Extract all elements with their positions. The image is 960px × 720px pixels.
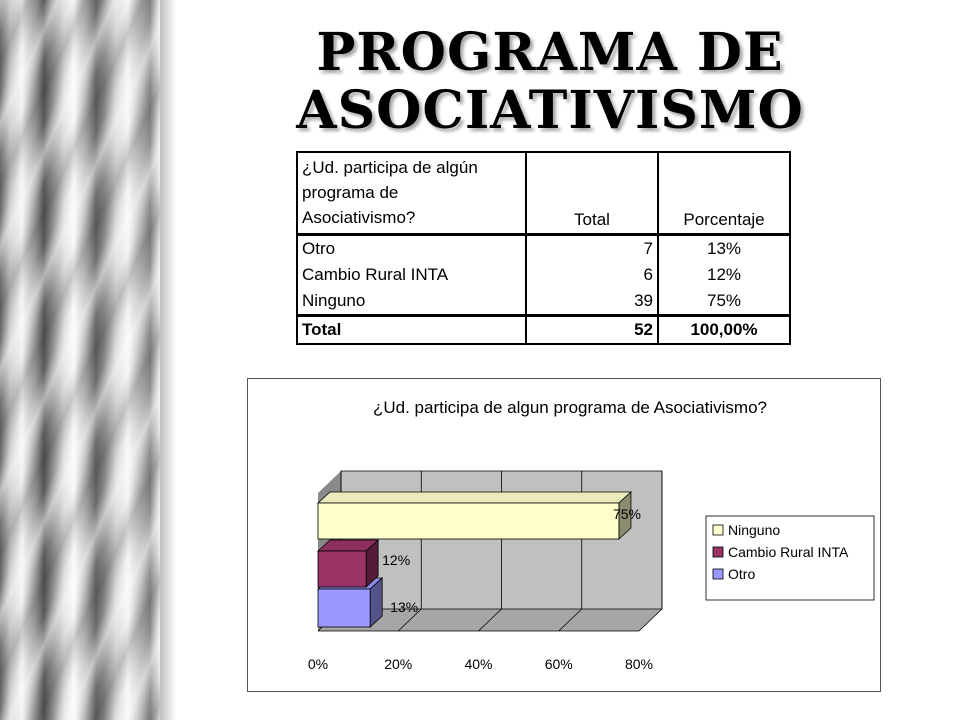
header-question: [297, 152, 526, 235]
table-total-row: [297, 316, 790, 345]
row-percent: 75%: [658, 288, 790, 316]
chart-legend: [706, 516, 874, 600]
row-label: Ninguno: [297, 288, 526, 316]
row-total: 6: [526, 262, 658, 288]
header-question-line: programa de: [302, 183, 399, 202]
data-label: 13%: [390, 599, 419, 615]
header-question-line: ¿Ud. participa de algún: [302, 158, 478, 177]
row-total: 7: [526, 235, 658, 263]
bar-ninguno: [318, 492, 631, 539]
legend-swatch: [713, 569, 723, 579]
row-percent: 13%: [658, 235, 790, 263]
legend-swatch: [713, 525, 723, 535]
total-label: Total: [297, 316, 526, 345]
chart-title: ¿Ud. participa de algun programa de Asociativismo?: [372, 398, 768, 417]
header-total: Total: [526, 152, 658, 235]
total-value: 52: [526, 316, 658, 345]
tick-label: 0%: [307, 656, 329, 672]
header-question-line: Asociativismo?: [302, 208, 416, 227]
tick-label: 20%: [384, 656, 413, 672]
table-row: [297, 262, 790, 288]
row-total: 39: [526, 288, 658, 316]
bar-top: [318, 492, 631, 503]
data-label: 75%: [612, 506, 641, 522]
pillar-shadow: [160, 0, 176, 720]
legend-swatch: [713, 547, 723, 557]
decorative-pillar: [0, 0, 160, 720]
page-title: [230, 24, 870, 140]
tick-label: 80%: [624, 656, 654, 672]
bar-front: [318, 589, 370, 627]
table-row: [297, 288, 790, 316]
chart-container: [247, 378, 881, 692]
data-table: [296, 151, 791, 345]
row-label: Otro: [297, 235, 526, 263]
tick-label: 40%: [464, 656, 493, 672]
row-label: Cambio Rural INTA: [297, 262, 526, 288]
legend-label: Otro: [728, 566, 756, 582]
title-line-1: PROGRAMA DE: [316, 22, 784, 83]
data-label: 12%: [382, 552, 411, 568]
bar-chart: [248, 379, 880, 691]
legend-label: Ninguno: [728, 522, 781, 538]
tick-label: 60%: [544, 656, 573, 672]
bar-cambio-rural-inta: [318, 540, 378, 587]
table-header-row: [297, 152, 790, 235]
header-percent: Porcentaje: [658, 152, 790, 235]
table-row: [297, 235, 790, 263]
bar-front: [318, 551, 366, 587]
bar-front: [318, 503, 619, 539]
title-line-2: ASOCIATIVISMO: [296, 80, 804, 141]
legend-label: Cambio Rural INTA: [728, 544, 849, 560]
row-percent: 12%: [658, 262, 790, 288]
total-percent: 100,00%: [658, 316, 790, 345]
